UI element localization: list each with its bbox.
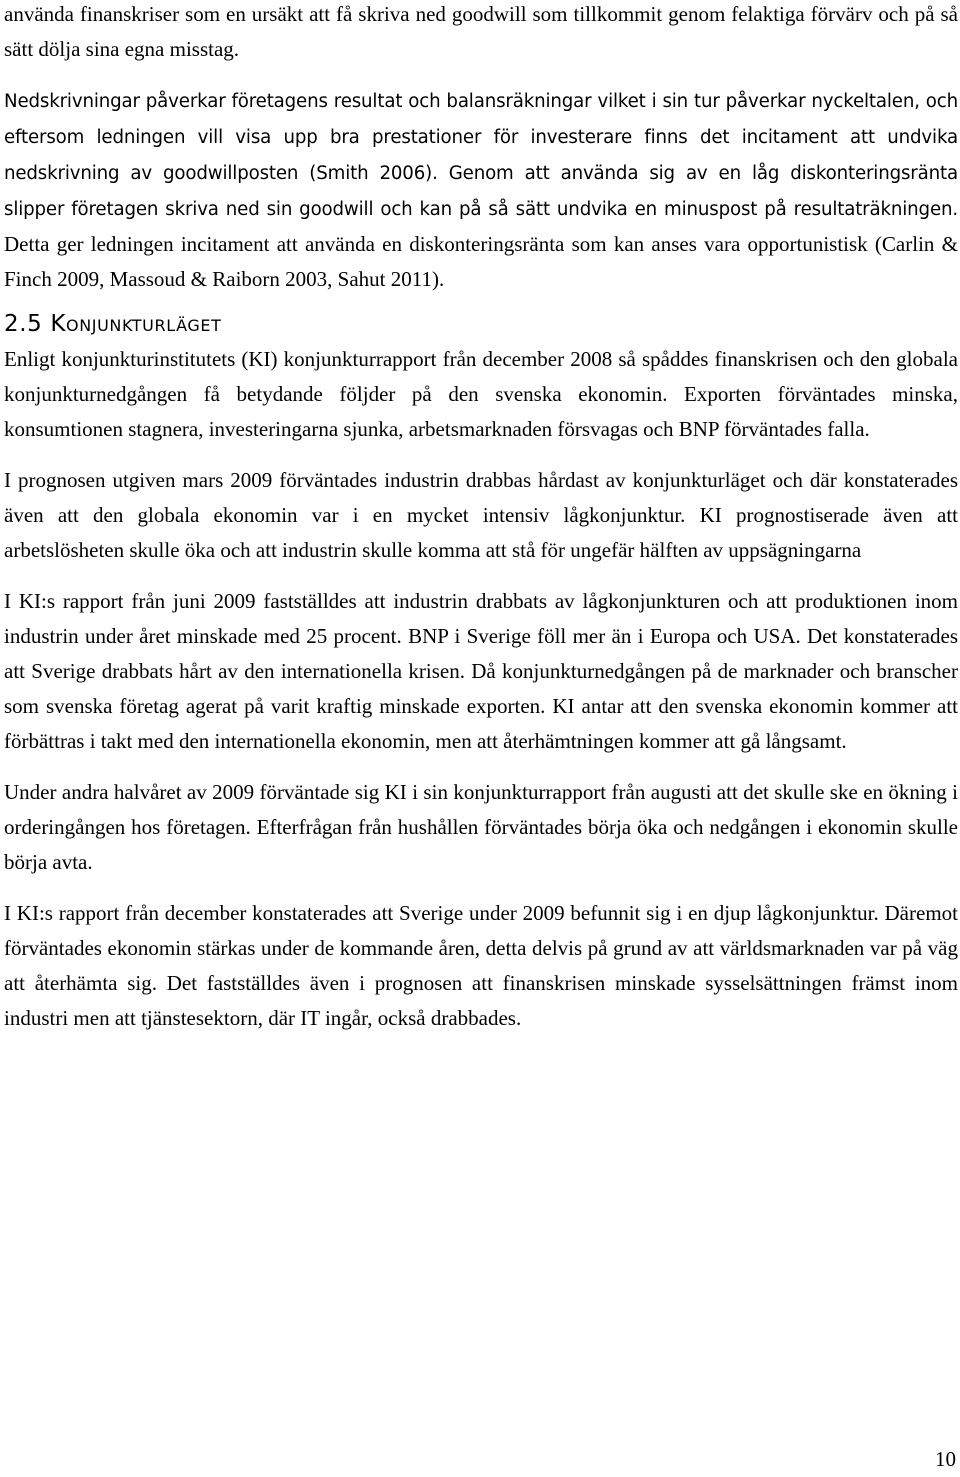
paragraph-ki-march-2009	[4, 463, 958, 568]
paragraph-ki-december-2009: I KI:s rapport från december konstaterades att Sverige under 2009 befunnit sig i en djup lågkonjunktur. Däremot förväntades ekonomin stärkas under de kommande åren, detta delvis på grund av att världsmarknaden var på väg att återhämta sig. Det fastställdes även i prognosen att finanskrisen minskade sysselsättningen främst inom industri men att tjänstesektorn, där IT ingår, också drabbades.	[4, 901, 958, 1030]
page-number: 10	[935, 1447, 956, 1471]
paragraph-ki-june-2009: I KI:s rapport från juni 2009 fastställdes att industrin drabbats av lågkonjunkturen och att produktionen inom industrin under året minskade med 25 procent. BNP i Sverige föll mer än i Europa och USA. Det konstaterades att Sverige drabbats hårt av den internationella krisen. Då konjunkturnedgången på de marknader och branscher som svenska företag agerat på varit kraftig minskade exporten. KI antar att den svenska ekonomin kommer att förbättras i takt med den internationella ekonomin, men att återhämtningen kommer att gå långsamt.	[4, 589, 958, 753]
paragraph-ki-march-2009-part-a: I prognosen utgiven mars 2009 förväntades industrin drabbas hårdast av konjunkturläget och där konstaterades även att den globala ekonomin var i en mycket intensiv lågkonjunktur.	[4, 468, 958, 527]
section-title-initial: K	[50, 311, 66, 337]
paragraph-impairment-part-c: Detta ger ledningen incitament att använda en diskonteringsränta som kan anses vara opportunistisk (Carlin & Finch 2009, Massoud & Raiborn 2003, Sahut 2011).	[4, 232, 958, 291]
paragraph-impairment-part-a: Nedskrivningar påverkar företagens resultat och balansräkningar vilket i sin tur påverkar nyckeltalen, och eftersom ledningen vill visa upp bra prestationer för investerare finns det incitament att undvika nedskrivning av goodwillposten (Smith 2006).	[4, 91, 958, 184]
section-title-rest: onjunkturläget	[66, 311, 222, 337]
paragraph-ki-december-2008-part-a: Enligt konjunkturinstitutets (KI) konjunkturrapport från december 2008 så spåddes finanskrisen och den globala konjunkturnedgången få betydande följder på den svenska ekonomin.	[4, 347, 958, 406]
section-number: 2.5	[4, 311, 43, 337]
paragraph-ki-march-2009-part-b: KI prognostiserade även att arbetslösheten skulle öka och att industrin skulle komma att stå för ungefär hälften av uppsägningarna	[4, 503, 958, 562]
paragraph-impairment-part-b: Genom att använda sig av en låg diskonteringsränta slipper företagen skriva ned sin goodwill och kan på så sätt undvika en minuspost på resultaträkningen.	[4, 163, 958, 220]
section-heading	[4, 307, 958, 342]
paragraph-ki-december-2008-part-b: Exporten förväntades minska, konsumtionen stagnera, investeringarna sjunka, arbetsmarknaden försvagas och BNP förväntades falla.	[4, 382, 958, 441]
paragraph-ki-august-2009: Under andra halvåret av 2009 förväntade sig KI i sin konjunkturrapport från augusti att det skulle ske en ökning i orderingången hos företagen. Efterfrågan från hushållen förväntades börja öka och nedgången i ekonomin skulle börja avta.	[4, 780, 958, 874]
document-page	[4, 0, 958, 1036]
paragraph-ki-december-2008	[4, 342, 958, 447]
paragraph-intro-continued: använda finanskriser som en ursäkt att få skriva ned goodwill som tillkommit genom felaktiga förvärv och på så sätt dölja sina egna misstag.	[4, 2, 958, 61]
paragraph-impairment	[4, 83, 958, 297]
